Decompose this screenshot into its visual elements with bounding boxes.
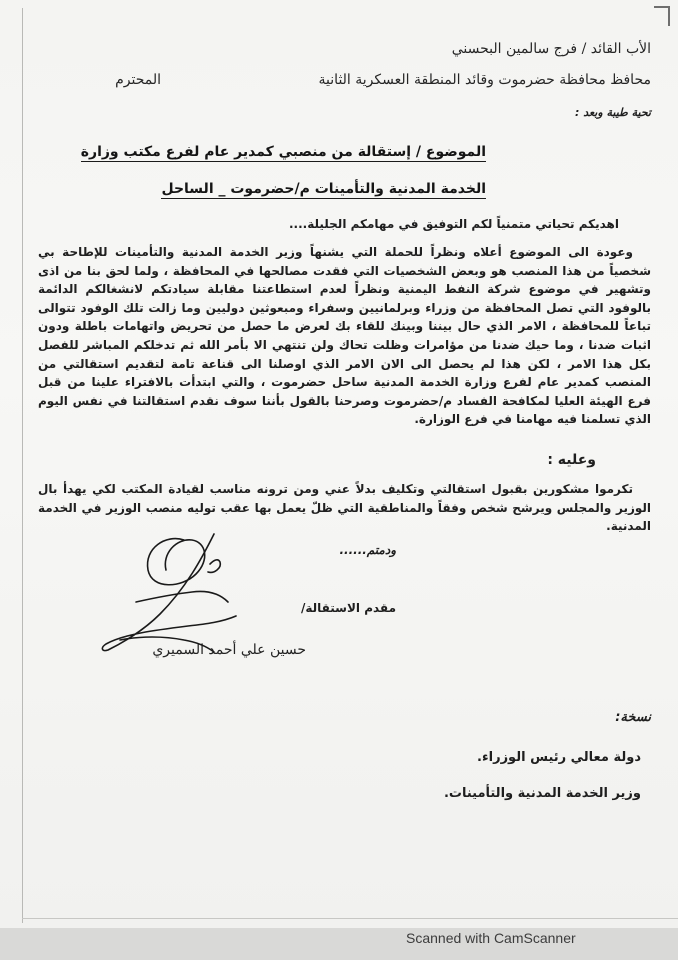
greeting: تحية طيبة وبعد : <box>574 106 651 119</box>
recipient-line-1: الأب القائد / فرج سالمين البحسني <box>451 41 651 57</box>
copy-recipient-1: دولة معالي رئيس الوزراء. <box>477 750 641 765</box>
subject-line-1-text: الموضوع / إستقالة من منصبي كمدير عام لفرع مكتب وزارة <box>80 144 486 160</box>
recipient-line-2: محافظ محافظة حضرموت وقائد المنطقة العسكرية الثانية <box>318 72 651 88</box>
copy-label: نسخة: <box>615 710 651 725</box>
copy-recipient-2: وزير الخدمة المدنية والتأمينات. <box>443 786 641 801</box>
resignation-letter <box>36 28 651 908</box>
subject-line-2 <box>161 181 486 197</box>
body-paragraph-text: وعودة الى الموضوع أعلاه ونظراً للحملة التي يشنهاً وزير الخدمة المدنية والتأمينات للإطاحة بي شخصياً من هذا المنصب هو وبعض الشخصيات التي فقدت مصالحها في المحافظة ، ولما لحق بنا من اذى وتشهير في موضوع شركة النفط اليمنية ونظراً لعدم استطاعتنا مقابلة سيادتكم لانشغالكم الدائمة بالوفود التي تصل المحافظة من وزراء وبرلمانيين وسفراء ومبعوثين دوليين وما زالت تلك الوفود تتوالى تباعاً للمحافظة ، الامر الذي حال بيننا وبينك للقاء بك لعرض ما حصل من تحريض واتهامات باطلة ودون اثبات ضدنا ، وما حيك ضدنا من مؤامرات وظلت تحاك ولن تنتهي الا بأمر الله ثم تدخلكم المباشر للفصل بكل هذا الامر ، لكن هذا لم يحصل الى الان الامر الذي اوصلنا الى قناعة تامة لتقديم استقالتي من المنصب كمدير عام لفرع وزارة الخدمة المدنية ساحل حضرموت ، والتي ابتدأت بالافتراء علينا من قبل فرع الهيئة العليا لمكافحة الفساد م/حضرموت وصرحنا بالقول بأننا سوف نقدم استقالتنا في نفس اليوم الذي تسلمنا فيه مهامنا في فرع الوزارة. <box>38 245 651 427</box>
body-paragraph <box>38 243 651 429</box>
submitter-label: مقدم الاستقالة/ <box>300 601 396 615</box>
subject-line-2-text: الخدمة المدنية والتأمينات م/حضرموت _ الساحل <box>161 181 486 197</box>
scanner-watermark: Scanned with CamScanner <box>406 930 576 946</box>
honorific: المحترم <box>115 72 161 88</box>
page-edge-left <box>22 8 23 923</box>
regards: ودمتم...... <box>339 543 396 557</box>
signatory-name: حسين علي أحمد السميري <box>152 642 306 658</box>
page-edge-bottom <box>22 918 678 919</box>
subject-line-1 <box>81 144 486 160</box>
handwritten-signature <box>96 518 246 668</box>
therefore-heading: وعليه : <box>547 452 596 468</box>
opening-line: اهديكم تحياتي متمنياً لكم التوفيق في مهامكم الجليلة.... <box>288 217 619 231</box>
page-corner-mark <box>654 6 670 26</box>
closing-paragraph-text: تكرموا مشكورين بقبول استقالتي وتكليف بدلاً عني ومن ترونه مناسب لقيادة المكتب لكي يهدأ بال الوزير والمجلس ويرشح شخص وفقاً والمناطقية التي ظلّ يعمل بها عقب توليه منصب الوزير في الخدمة المدنية. <box>38 482 651 534</box>
